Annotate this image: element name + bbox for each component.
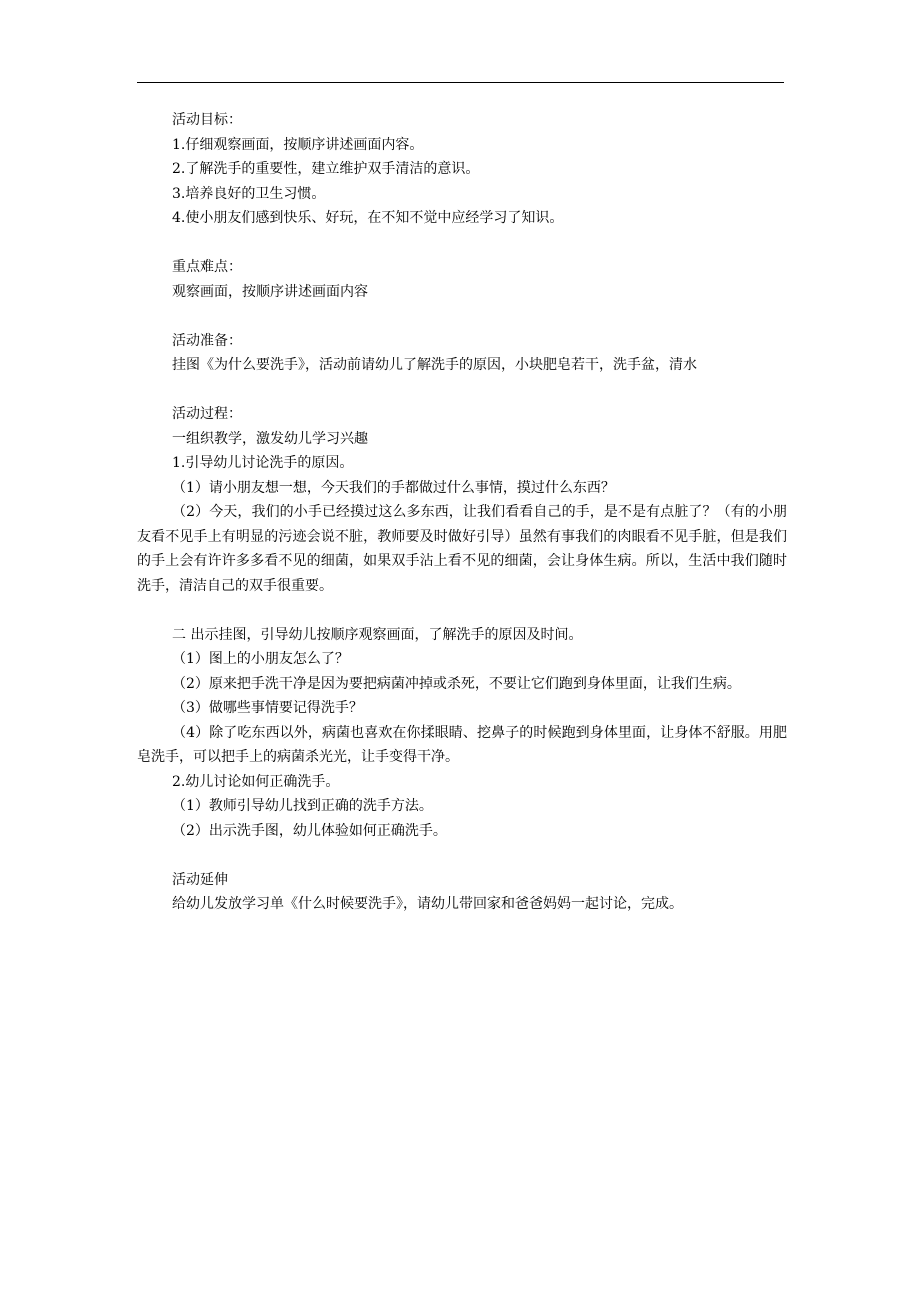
extension-heading: 活动延伸	[172, 871, 228, 888]
header-rule	[137, 82, 784, 83]
process-heading: 活动过程：	[172, 406, 242, 422]
process-s2-q4: （4）除了吃东西以外，病菌也喜欢在你揉眼睛、挖鼻子的时候跑到身体里面，让身体不舒服。用肥皂洗手，可以把手上的病菌杀光光，让手变得干净。	[137, 724, 787, 765]
process-s2-q2: （2）原来把手洗干净是因为要把病菌冲掉或杀死，不要让它们跑到身体里面，让我们生病。	[172, 675, 741, 692]
goal-item-2: 2.了解洗手的重要性，建立维护双手清洁的意识。	[172, 161, 480, 177]
process-step2: 2.幼儿讨论如何正确洗手。	[172, 773, 340, 790]
goal-item-3: 3.培养良好的卫生习惯。	[172, 185, 326, 202]
extension-text: 给幼儿发放学习单《什么时候要洗手》，请幼儿带回家和爸爸妈妈一起讨论，完成。	[172, 896, 683, 912]
goal-item-4: 4.使小朋友们感到快乐、好玩，在不知不觉中应经学习了知识。	[172, 210, 564, 226]
process-step1: 1.引导幼儿讨论洗手的原因。	[172, 455, 354, 471]
preparation-text: 挂图《为什么要洗手》，活动前请幼儿了解洗手的原因，小块肥皂若干，洗手盆，清水	[172, 357, 697, 373]
process-step1-q2: （2）今天，我们的小手已经摸过这么多东西，让我们看看自己的手，是不是有点脏了？（有的小朋友看不见手上有明显的污迹会说不脏，教师要及时做好引导）虽然有事我们的肉眼看不见手脏，但是我们的手上会有许许多多看不见的细菌，如果双手沾上看不见的细菌，会让身体生病。所以，生活中我们随时洗手，清洁自己的双手很重要。	[137, 504, 787, 594]
process-section1-title: 一组织教学，激发幼儿学习兴趣	[172, 430, 368, 447]
process-step1-q1: （1）请小朋友想一想，今天我们的手都做过什么事情，摸过什么东西？	[172, 479, 615, 496]
process-step2-q1: （1）教师引导幼儿找到正确的洗手方法。	[172, 798, 433, 814]
process-s2-q1: （1）图上的小朋友怎么了？	[172, 651, 349, 667]
preparation-heading: 活动准备：	[172, 332, 242, 349]
goals-heading: 活动目标：	[172, 112, 242, 128]
process-section2-title: 二 出示挂图，引导幼儿按顺序观察画面，了解洗手的原因及时间。	[172, 626, 583, 643]
goal-item-1: 1.仔细观察画面，按顺序讲述画面内容。	[172, 136, 424, 153]
process-s2-q3: （3）做哪些事情要记得洗手？	[172, 700, 363, 716]
process-step2-q2: （2）出示洗手图，幼儿体验如何正确洗手。	[172, 822, 447, 839]
key-points-heading: 重点难点：	[172, 259, 242, 275]
key-points-text: 观察画面，按顺序讲述画面内容	[172, 283, 368, 300]
document-body	[137, 108, 787, 917]
